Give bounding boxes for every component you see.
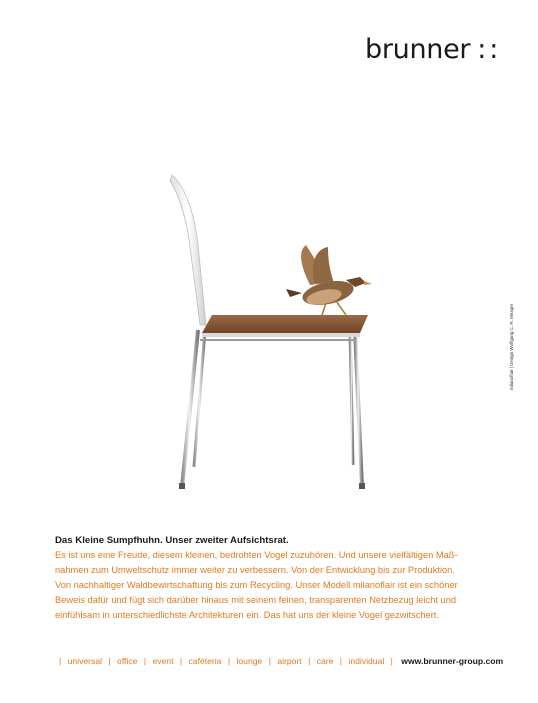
brand-logo [365, 34, 501, 65]
footer-link-office[interactable]: office [117, 656, 138, 666]
footer-link-care[interactable]: care [316, 656, 334, 666]
website-link[interactable]: www.brunner-group.com [401, 656, 504, 666]
design-credit: milanoflair | Design Wolfgang C. R. Mezger [509, 303, 514, 390]
separator: | [108, 656, 111, 666]
separator: | [390, 656, 393, 666]
separator: | [143, 656, 147, 666]
separator: | [59, 656, 62, 666]
separator: | [179, 656, 183, 666]
footer-link-cafeteria[interactable]: caféteria [188, 656, 222, 666]
footer-link-lounge[interactable]: lounge [236, 656, 263, 666]
body-text [55, 548, 515, 623]
chair-frame [179, 330, 365, 489]
headline: Das Kleine Sumpfhuhn. Unser zweiter Aufsichtsrat. [55, 535, 289, 546]
body-line: Von nachhaltiger Waldbewirtschaftung bis zum Recycling. Unser Modell milanoflair ist ein schöner [55, 580, 458, 591]
body-line: einfühlsam in unterschiedlichste Architekturen ein. Das hat uns der kleine Vogel gezwitschert. [55, 610, 439, 621]
chair-backrest [170, 175, 206, 325]
separator: | [268, 656, 271, 666]
footer-link-universal[interactable]: universal [67, 656, 103, 666]
bird [286, 245, 372, 315]
chair-with-bird-illustration [150, 165, 390, 500]
footer-nav [55, 656, 525, 666]
footer-link-individual[interactable]: individual [348, 656, 385, 666]
separator: | [227, 656, 231, 666]
chair-seat [202, 315, 368, 337]
ad-copy [55, 533, 515, 624]
body-line: Beweis dafür und fügt sich darüber hinaus mit seinem feinen, transparenten Netzbezug leicht und [55, 595, 457, 606]
body-line: Es ist uns eine Freude, diesem kleinen, bedrohten Vogel zuzuhören. Und unsere vielfältigen Maß- [55, 550, 458, 561]
brand-name: brunner [365, 34, 471, 65]
brand-mark: :: [477, 34, 502, 65]
footer-link-airport[interactable]: airport [277, 656, 302, 666]
separator: | [308, 656, 311, 666]
body-line: nahmen zum Umweltschutz immer weiter zu verbessern. Von der Entwicklung bis zur Produktion. [55, 565, 455, 576]
separator: | [339, 656, 343, 666]
footer-link-event[interactable]: event [152, 656, 174, 666]
